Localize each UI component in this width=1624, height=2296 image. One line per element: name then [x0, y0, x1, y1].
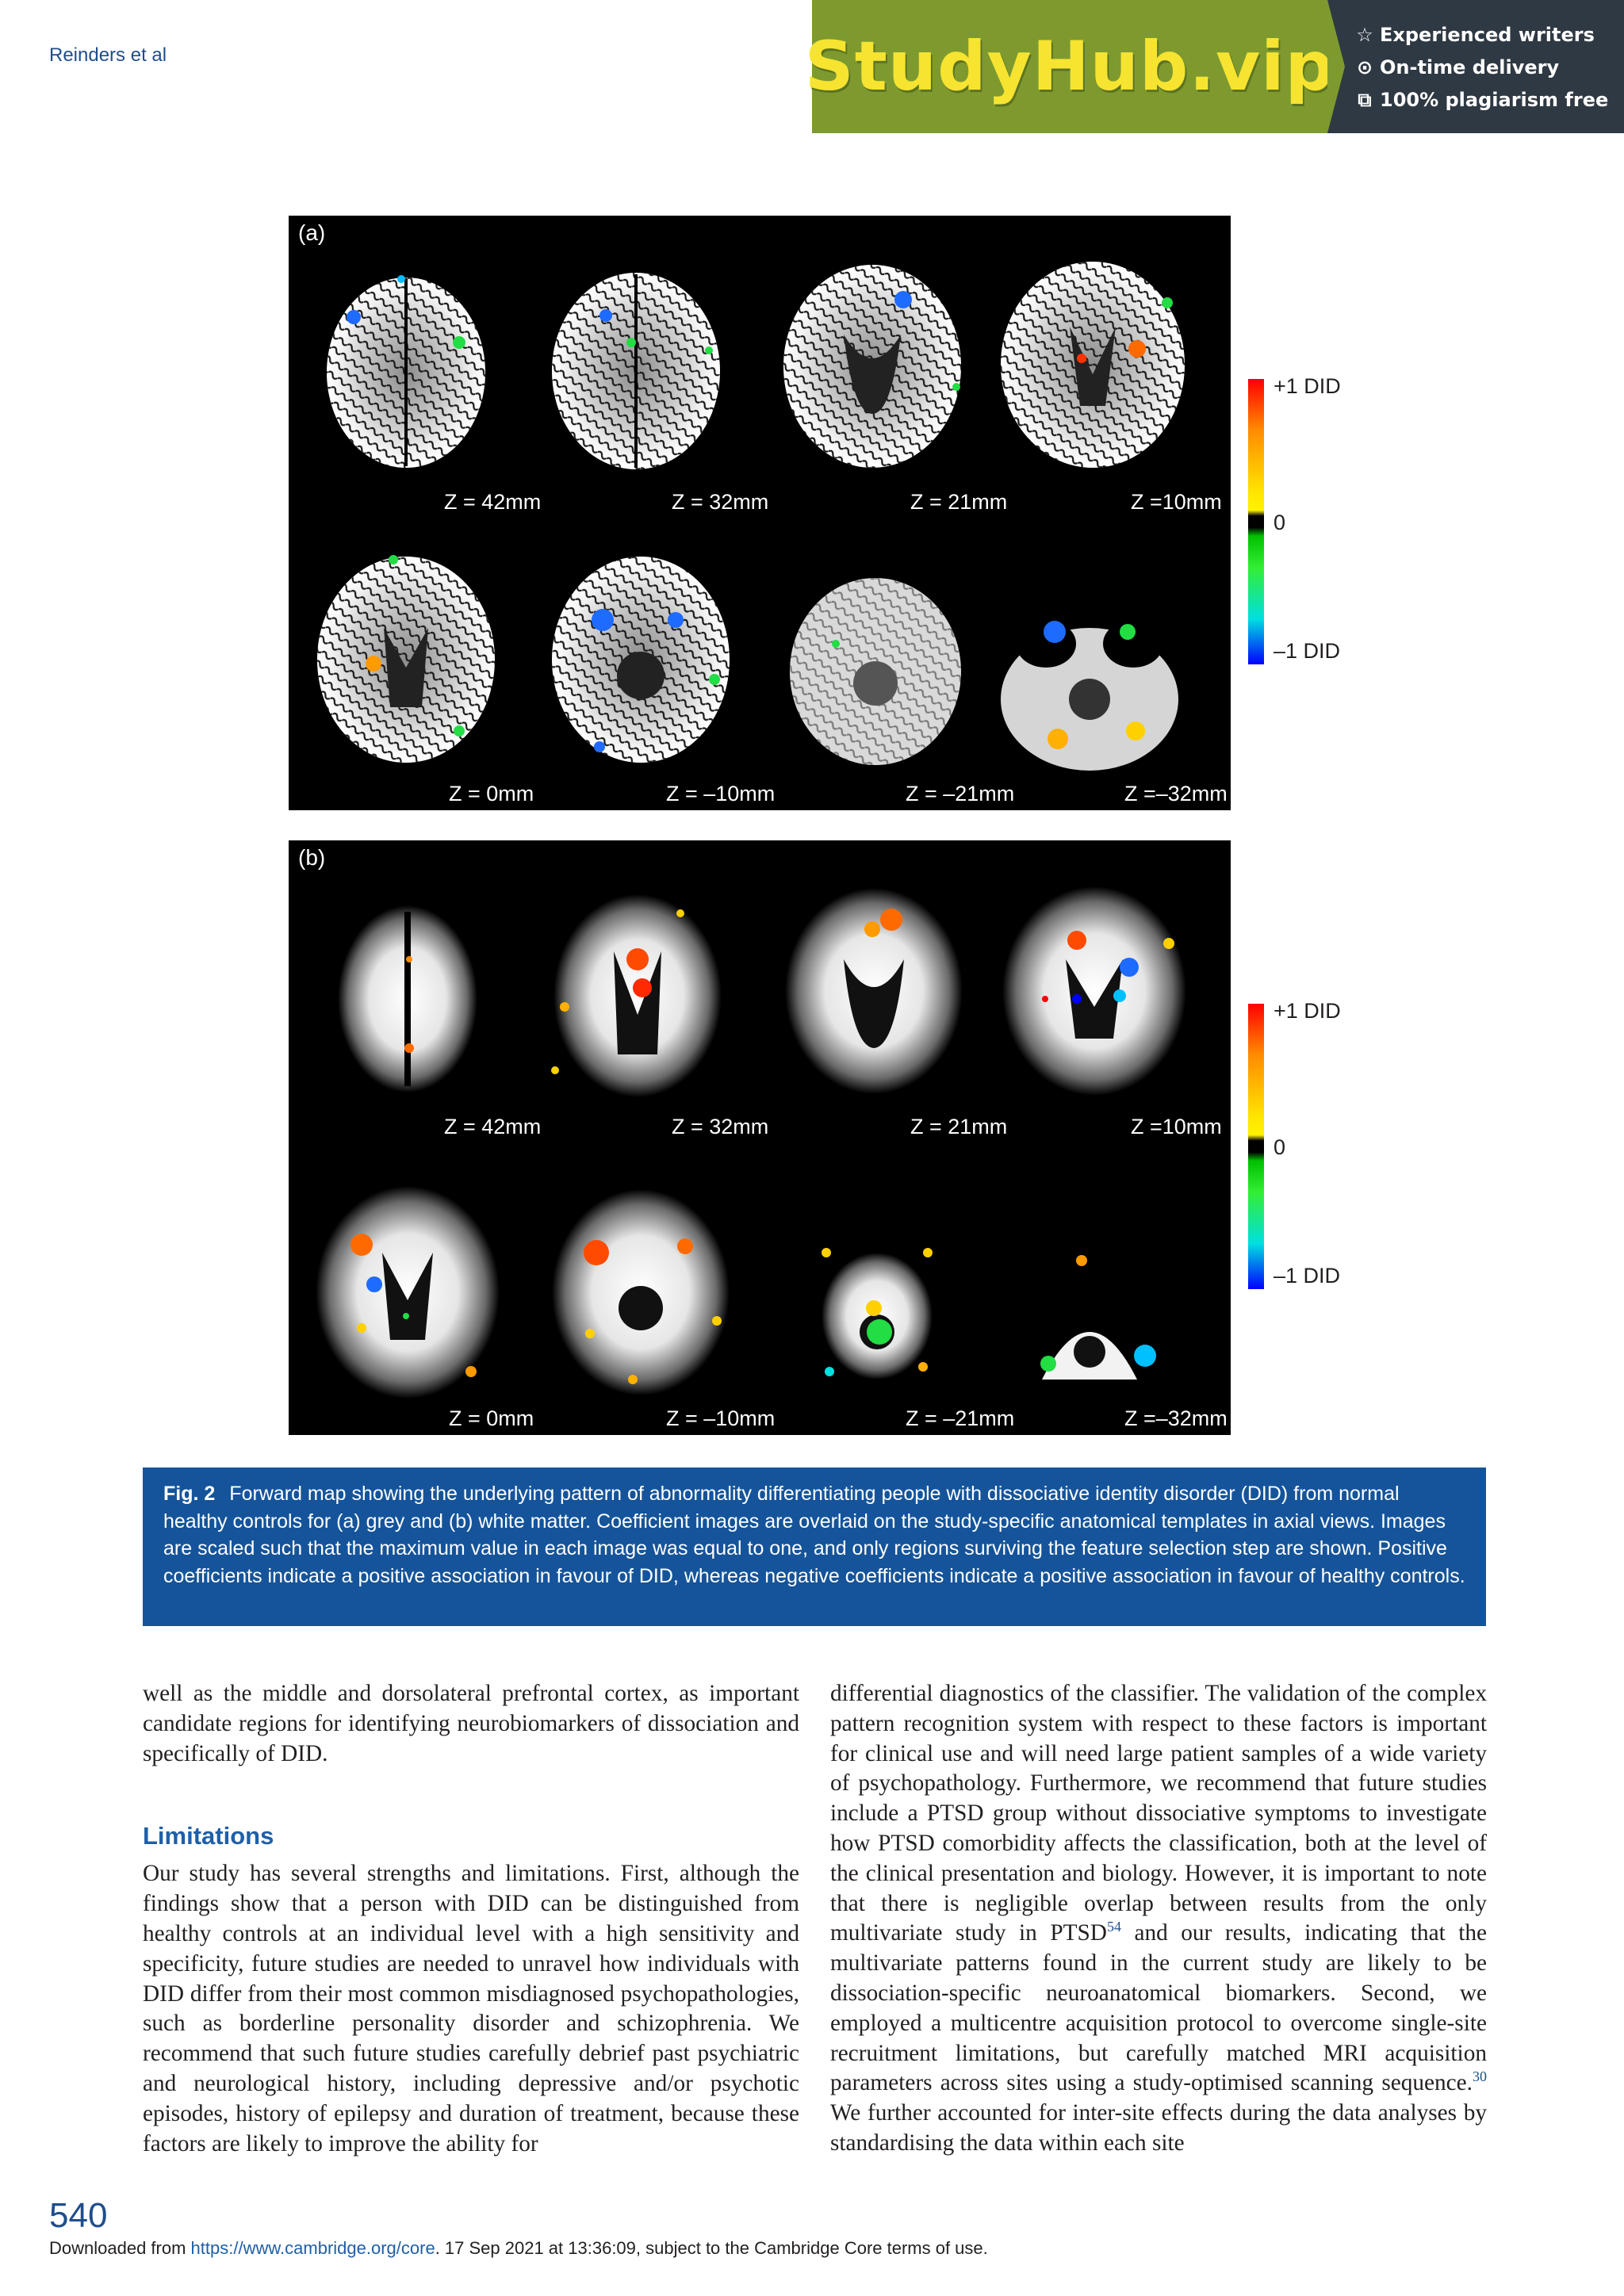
ad-brand-block[interactable]	[804, 0, 1335, 133]
brain-slice	[552, 557, 730, 763]
slice-label: Z = 42mm	[444, 1115, 542, 1138]
brain-slice	[1042, 1332, 1137, 1380]
slice-label: Z =10mm	[1131, 1115, 1222, 1138]
ad-features	[1354, 19, 1608, 117]
paragraph	[830, 1679, 1487, 2159]
copy-icon: ⧉	[1358, 89, 1372, 111]
slice-label: Z = 32mm	[672, 1115, 769, 1138]
slice-label: Z = –10mm	[666, 782, 776, 806]
panel-label: (a)	[298, 220, 326, 245]
text-run: and our results, indicating that the multivariate patterns found in the current study are likely to be dissociation-specific neuroanatomical biomarkers. Second, we employed a multicentre acquisition protocol to overcome single-site recruitment limitations, but carefully matched MRI acquisition parameters across sites using a study-optimised scanning sequence.	[830, 1920, 1488, 2096]
brain-slice	[317, 557, 495, 763]
ad-feature-text: Experienced writers	[1380, 24, 1595, 46]
figure-panel-a	[289, 216, 1231, 810]
section-heading: Limitations	[143, 1822, 274, 1850]
brain-slice	[790, 578, 961, 765]
paragraph: well as the middle and dorsolateral prefrontal cortex, as important candidate regions for identifying neurobiomarkers of dissociation and specifically of DID.	[143, 1681, 799, 1766]
clock-icon: ⊙	[1356, 56, 1373, 78]
cambridge-core-link[interactable]: https://www.cambridge.org/core	[190, 2238, 435, 2258]
ad-brand-logo: StudyHub.vip	[804, 27, 1335, 106]
slice-label: Z = 21mm	[910, 1115, 1008, 1138]
panel-label: (b)	[298, 845, 326, 870]
brain-slice	[327, 277, 485, 468]
slice-label: Z = –21mm	[906, 782, 1015, 806]
colorbar-mid-label: 0	[1274, 511, 1286, 534]
reference-link[interactable]: 30	[1473, 2068, 1487, 2085]
footer-prefix: Downloaded from	[49, 2238, 191, 2258]
star-icon: ☆	[1356, 24, 1373, 46]
colorbar-gradient	[1248, 379, 1264, 664]
brain-slice	[783, 265, 961, 468]
figure-caption	[143, 1468, 1486, 1626]
text-run: We further accounted for inter-site effects during the data analyses by standardising the data within each site	[830, 2100, 1487, 2156]
brain-slice	[338, 905, 477, 1093]
brain-slice	[552, 273, 720, 469]
slice-label: Z = 0mm	[449, 1406, 534, 1430]
figure-caption-text: Forward map showing the underlying pattern of abnormality differentiating people with dissociative identity disorder (DID) from normal healthy controls for (a) grey and (b) white matter. Coefficient images are overlaid on the study-specific anatomical templates in axial views. Images are scaled such that the maximum value in each image was equal to one, and only regions surviving the feature selection step are shown. Positive coefficients indicate a positive association in favour of DID, whereas negative coefficients indicate a positive association in favour of healthy controls.	[163, 1483, 1465, 1587]
ad-arrow	[1327, 0, 1345, 133]
text-column-left	[143, 1679, 799, 2159]
figure-caption-label: Fig. 2	[163, 1483, 216, 1505]
slice-label: Z = 21mm	[910, 490, 1008, 514]
brain-slice	[1001, 262, 1185, 468]
colorbar-min-label: –1 DID	[1274, 639, 1341, 663]
ad-feature-text: On-time delivery	[1380, 56, 1560, 78]
colorbar-b	[1248, 999, 1407, 1289]
page-number: 540	[49, 2196, 108, 2235]
slice-label: Z = 32mm	[672, 490, 769, 514]
slice-label: Z =10mm	[1131, 490, 1222, 514]
slice-label: Z = 0mm	[449, 782, 534, 806]
ad-feature	[1354, 19, 1608, 52]
brain-slice	[1001, 620, 1178, 771]
slice-label: Z =–32mm	[1124, 1406, 1228, 1430]
ad-feature-text: 100% plagiarism free	[1380, 89, 1609, 111]
download-footer	[49, 2238, 988, 2259]
studyhub-ad-banner[interactable]	[804, 0, 1624, 133]
ad-feature	[1354, 52, 1608, 84]
text-run: differential diagnostics of the classifier. The validation of the complex pattern recognition system with respect to these factors is important for clinical use and will need large patient samples of a wide variety of psychopathology. Furthermore, we recommend that future studies include a PTSD group without dissociative symptoms to investigate how PTSD comorbidity affects the classification, both at the level of the clinical presentation and biology. However, it is important to note that there is negligible overlap between results from the only multivariate study in PTSD	[830, 1681, 1487, 1946]
colorbar-max-label: +1 DID	[1274, 374, 1341, 398]
colorbar-max-label: +1 DID	[1274, 999, 1341, 1023]
slice-label: Z = –10mm	[666, 1406, 776, 1430]
brain-slice	[822, 1253, 933, 1380]
reference-link[interactable]: 54	[1106, 1919, 1121, 1935]
colorbar-mid-label: 0	[1274, 1135, 1286, 1159]
slice-label: Z =–32mm	[1124, 782, 1228, 806]
text-column-right	[830, 1679, 1487, 2159]
colorbar-a	[1248, 374, 1407, 664]
slice-label: Z = –21mm	[906, 1406, 1015, 1430]
brain-slice	[1002, 886, 1186, 1096]
running-head: Reinders et al	[49, 44, 167, 66]
colorbar-min-label: –1 DID	[1274, 1264, 1341, 1288]
brain-slice	[785, 888, 963, 1094]
figure-panel-b	[289, 840, 1231, 1435]
brain-slice	[552, 1189, 730, 1395]
slice-label: Z = 42mm	[444, 490, 542, 514]
ad-feature	[1354, 84, 1608, 117]
paragraph: Our study has several strengths and limitations. First, although the findings show that a person with DID can be distinguished from healthy controls at an individual level with a high sensitivity and specificity, future studies are needed to unravel how individuals with DID differ from their most common misdiagnosed psychopathologies, such as borderline personality disorder and schizophrenia. We recommend that such future studies carefully debrief past psychiatric and neurological history, including depressive and/or psychotic episodes, history of epilepsy and duration of treatment, because these factors are likely to improve the ability for	[143, 1861, 799, 2156]
colorbar-gradient	[1248, 1004, 1264, 1289]
footer-suffix: . 17 Sep 2021 at 13:36:09, subject to the Cambridge Core terms of use.	[435, 2238, 988, 2258]
